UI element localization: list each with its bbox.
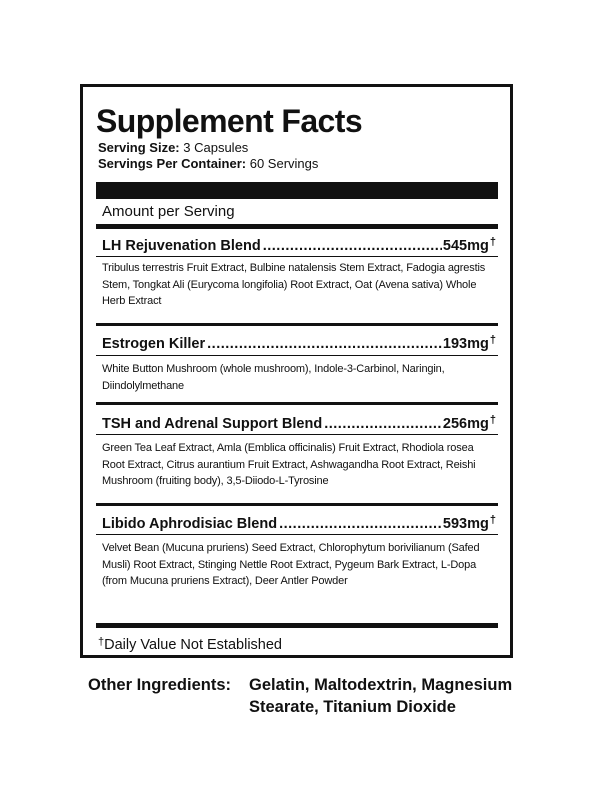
servings-per-container-value: 60 Servings: [249, 156, 319, 171]
servings-per-container-label: Servings Per Container:: [98, 156, 247, 171]
row-divider: [96, 355, 498, 356]
servings-per-container-line: [98, 156, 318, 171]
blend-row-tsh-adrenal-support: [102, 410, 496, 430]
blend-name: LH Rejuvenation Blend: [102, 238, 261, 254]
serving-size-line: [98, 140, 248, 155]
other-ingredients-label: Other Ingredients:: [88, 676, 232, 694]
row-divider: [96, 534, 498, 535]
blend-name: Estrogen Killer: [102, 336, 206, 352]
blend-amount: 593mg†: [442, 514, 496, 532]
blend-row-libido-aphrodisiac: [102, 510, 496, 530]
blend-amount: 193mg†: [442, 334, 496, 352]
blend-amount: 545mg†: [442, 236, 496, 254]
blend-amount: 256mg†: [442, 414, 496, 432]
serving-size-label: Serving Size:: [98, 140, 180, 155]
leader-dots: [207, 334, 442, 354]
footer-divider: [96, 623, 498, 628]
blend-name: Libido Aphrodisiac Blend: [102, 516, 278, 532]
blend-ingredients-tsh-adrenal-support: Green Tea Leaf Extract, Amla (Emblica officinalis) Fruit Extract, Rhodiola rosea Root Extract, Citrus aurantium Fruit Extract, Ashwagandha Root Extract, Reishi Mushroom (fruiting body), 3,5-Diiodo-L-Tyrosine: [102, 442, 476, 487]
section-divider: [96, 323, 498, 326]
blend-ingredients-libido-aphrodisiac: Velvet Bean (Mucuna pruriens) Seed Extract, Chlorophytum borivilianum (Safed Musli) Root Extract, Stinging Nettle Root Extract, Pygeum Bark Extract, L-Dopa (from Mucuna pruriens Extract), Deer Antler Powder: [102, 542, 480, 587]
section-divider: [96, 224, 498, 229]
blend-row-lh-rejuvenation: [102, 232, 496, 252]
blend-row-estrogen-killer: [102, 330, 496, 350]
serving-size-value: 3 Capsules: [183, 140, 249, 155]
panel-title: Supplement Facts: [96, 103, 363, 139]
leader-dots: [324, 414, 442, 434]
leader-dots: [263, 236, 442, 256]
row-divider: [96, 434, 498, 435]
section-divider: [96, 503, 498, 506]
header-divider-bar: [96, 182, 498, 199]
blend-name: TSH and Adrenal Support Blend: [102, 416, 323, 432]
blend-ingredients-lh-rejuvenation: Tribulus terrestris Fruit Extract, Bulbine natalensis Stem Extract, Fadogia agrestis Stem, Tongkat Ali (Eurycoma longifolia) Root Extract, Oat (Avena sativa) Whole Herb Extract: [102, 262, 486, 307]
section-divider: [96, 402, 498, 405]
row-divider: [96, 256, 498, 257]
amount-per-serving-header: Amount per Serving: [102, 203, 235, 220]
leader-dots: [279, 514, 442, 534]
blend-ingredients-estrogen-killer: White Button Mushroom (whole mushroom), Indole-3-Carbinol, Naringin, Diindolylmethane: [102, 363, 445, 392]
other-ingredients-value: Gelatin, Maltodextrin, Magnesium Stearate, Titanium Dioxide: [249, 676, 513, 716]
daily-value-footnote: †Daily Value Not Established: [98, 636, 282, 653]
